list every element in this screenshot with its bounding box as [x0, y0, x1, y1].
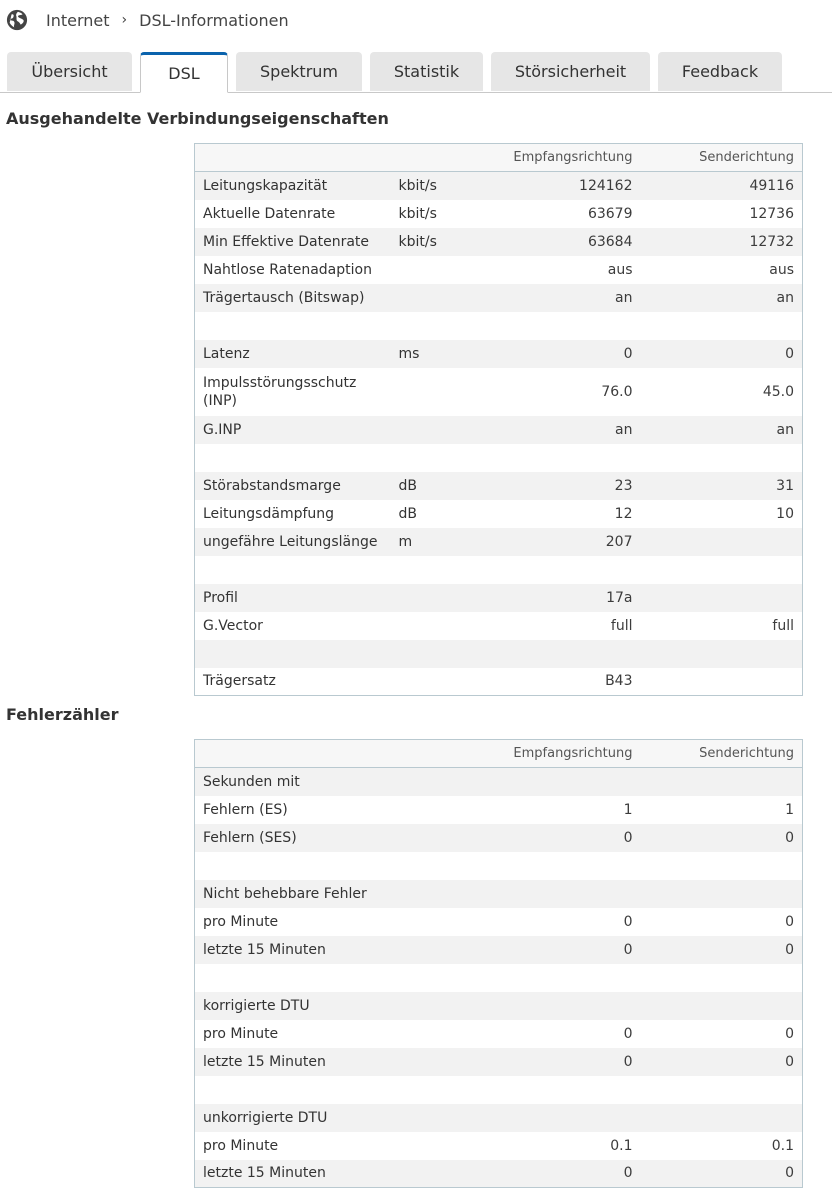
row-down-value: 0 [501, 1160, 641, 1188]
row-up-value: aus [641, 256, 803, 284]
row-label: Nahtlose Ratenadaption [195, 256, 391, 284]
spacer-row [195, 964, 803, 992]
table-row [195, 284, 803, 312]
tab-dsl[interactable]: DSL [140, 52, 228, 93]
header-label [195, 740, 501, 768]
row-down-value [501, 852, 641, 880]
row-down-value: 124162 [501, 172, 641, 200]
row-label: Aktuelle Datenrate [195, 200, 391, 228]
row-label: Latenz [195, 340, 391, 368]
table-row [195, 500, 803, 528]
row-down-value [501, 556, 641, 584]
row-down-value: 23 [501, 472, 641, 500]
row-unit: m [391, 528, 501, 556]
section-title-connection: Ausgehandelte Verbindungseigenschaften [6, 109, 389, 128]
row-unit: dB [391, 500, 501, 528]
row-down-value: 0 [501, 908, 641, 936]
row-label: Fehlern (ES) [195, 796, 501, 824]
row-unit [391, 444, 501, 472]
table-row [195, 908, 803, 936]
row-up-value: full [641, 612, 803, 640]
row-down-value [501, 444, 641, 472]
row-label [195, 312, 391, 340]
row-unit [391, 368, 501, 416]
row-label: Min Effektive Datenrate [195, 228, 391, 256]
row-down-value: 76.0 [501, 368, 641, 416]
row-up-value: 1 [641, 796, 803, 824]
table-row [195, 1160, 803, 1188]
row-down-value: 17a [501, 584, 641, 612]
row-down-value [501, 964, 641, 992]
table-row [195, 228, 803, 256]
row-label: letzte 15 Minuten [195, 1048, 501, 1076]
breadcrumb-internet-link[interactable]: Internet [46, 10, 110, 30]
row-up-value [641, 640, 803, 668]
row-unit [391, 256, 501, 284]
row-down-value: 0.1 [501, 1132, 641, 1160]
row-down-value: 0 [501, 824, 641, 852]
row-label: Trägersatz [195, 668, 391, 696]
section-title-errors: Fehlerzähler [6, 705, 119, 724]
row-down-value: full [501, 612, 641, 640]
header-down: Empfangsrichtung [501, 144, 641, 172]
row-down-value: an [501, 416, 641, 444]
table-row [195, 796, 803, 824]
table-row [195, 340, 803, 368]
table-row [195, 1104, 803, 1132]
connection-properties-table [194, 143, 803, 696]
row-unit [391, 584, 501, 612]
row-down-value [501, 992, 641, 1020]
table-header [195, 144, 803, 172]
table-row [195, 1048, 803, 1076]
tab-spektrum[interactable]: Spektrum [236, 52, 362, 91]
row-down-value: 0 [501, 936, 641, 964]
row-up-value: an [641, 416, 803, 444]
row-up-value [641, 852, 803, 880]
chevron-right-icon: › [121, 12, 128, 28]
row-up-value [641, 668, 803, 696]
row-up-value: 0 [641, 824, 803, 852]
table-row [195, 1132, 803, 1160]
row-unit: dB [391, 472, 501, 500]
row-label: unkorrigierte DTU [195, 1104, 501, 1132]
row-up-value [641, 964, 803, 992]
row-label: korrigierte DTU [195, 992, 501, 1020]
row-label [195, 964, 501, 992]
row-unit [391, 668, 501, 696]
table-row [195, 768, 803, 796]
row-up-value: 45.0 [641, 368, 803, 416]
table-row [195, 668, 803, 696]
table-row [195, 472, 803, 500]
spacer-row [195, 556, 803, 584]
table-row [195, 612, 803, 640]
row-up-value: 0 [641, 1020, 803, 1048]
tab-uebersicht[interactable]: Übersicht [7, 52, 132, 91]
row-up-value [641, 556, 803, 584]
row-down-value: 0 [501, 1020, 641, 1048]
row-up-value: an [641, 284, 803, 312]
header-down: Empfangsrichtung [501, 740, 641, 768]
row-up-value [641, 768, 803, 796]
globe-icon [6, 9, 28, 31]
row-label: pro Minute [195, 908, 501, 936]
row-down-value: B43 [501, 668, 641, 696]
row-down-value [501, 880, 641, 908]
row-up-value [641, 992, 803, 1020]
row-down-value: 0 [501, 340, 641, 368]
row-up-value: 0 [641, 936, 803, 964]
row-label [195, 1076, 501, 1104]
row-label: ungefähre Leitungslänge [195, 528, 391, 556]
spacer-row [195, 852, 803, 880]
row-down-value [501, 640, 641, 668]
row-label: Sekunden mit [195, 768, 501, 796]
tab-feedback[interactable]: Feedback [658, 52, 782, 91]
row-label: letzte 15 Minuten [195, 1160, 501, 1188]
row-down-value: 12 [501, 500, 641, 528]
row-label: pro Minute [195, 1020, 501, 1048]
table-row [195, 528, 803, 556]
breadcrumb-current: DSL-Informationen [139, 10, 289, 30]
spacer-row [195, 640, 803, 668]
table-row [195, 880, 803, 908]
row-label: Impulsstörungsschutz (INP) [195, 368, 391, 416]
row-up-value [641, 312, 803, 340]
row-up-value [641, 1076, 803, 1104]
row-up-value: 31 [641, 472, 803, 500]
row-down-value: 63679 [501, 200, 641, 228]
row-up-value [641, 1104, 803, 1132]
header-up: Senderichtung [641, 144, 803, 172]
row-label: Leitungsdämpfung [195, 500, 391, 528]
row-unit: ms [391, 340, 501, 368]
row-label: Profil [195, 584, 391, 612]
table-row [195, 824, 803, 852]
row-down-value: 1 [501, 796, 641, 824]
table-header [195, 740, 803, 768]
row-down-value: an [501, 284, 641, 312]
spacer-row [195, 312, 803, 340]
row-up-value [641, 880, 803, 908]
row-up-value: 12736 [641, 200, 803, 228]
row-down-value: 207 [501, 528, 641, 556]
table-row [195, 256, 803, 284]
row-label [195, 640, 391, 668]
table-row [195, 936, 803, 964]
row-label: G.INP [195, 416, 391, 444]
error-counter-table [194, 739, 803, 1188]
row-label: letzte 15 Minuten [195, 936, 501, 964]
row-unit [391, 640, 501, 668]
table-row [195, 416, 803, 444]
header-up: Senderichtung [641, 740, 803, 768]
header-unit [391, 144, 501, 172]
row-down-value [501, 312, 641, 340]
header-label [195, 144, 391, 172]
row-up-value: 0 [641, 1160, 803, 1188]
row-unit: kbit/s [391, 172, 501, 200]
row-down-value [501, 768, 641, 796]
table-row [195, 172, 803, 200]
table-row [195, 200, 803, 228]
row-unit [391, 416, 501, 444]
row-label: Nicht behebbare Fehler [195, 880, 501, 908]
row-label: G.Vector [195, 612, 391, 640]
row-unit [391, 312, 501, 340]
row-label: Fehlern (SES) [195, 824, 501, 852]
table-row [195, 1020, 803, 1048]
tab-stoersicherheit[interactable]: Störsicherheit [491, 52, 650, 91]
tab-bar [0, 52, 832, 93]
table-row [195, 584, 803, 612]
row-unit: kbit/s [391, 228, 501, 256]
row-down-value: aus [501, 256, 641, 284]
row-up-value: 0 [641, 1048, 803, 1076]
row-up-value: 10 [641, 500, 803, 528]
row-up-value [641, 584, 803, 612]
tab-statistik[interactable]: Statistik [370, 52, 483, 91]
row-down-value [501, 1076, 641, 1104]
row-up-value: 0 [641, 908, 803, 936]
row-label [195, 556, 391, 584]
row-up-value [641, 528, 803, 556]
row-up-value [641, 444, 803, 472]
row-unit [391, 612, 501, 640]
spacer-row [195, 444, 803, 472]
row-up-value: 0.1 [641, 1132, 803, 1160]
table-row [195, 992, 803, 1020]
row-label [195, 852, 501, 880]
spacer-row [195, 1076, 803, 1104]
row-label: Störabstandsmarge [195, 472, 391, 500]
row-up-value: 12732 [641, 228, 803, 256]
row-label: Trägertausch (Bitswap) [195, 284, 391, 312]
table-row [195, 368, 803, 416]
row-label [195, 444, 391, 472]
breadcrumb [6, 8, 289, 32]
row-unit [391, 556, 501, 584]
row-down-value: 63684 [501, 228, 641, 256]
row-label: pro Minute [195, 1132, 501, 1160]
row-unit [391, 284, 501, 312]
row-unit: kbit/s [391, 200, 501, 228]
row-down-value [501, 1104, 641, 1132]
row-up-value: 0 [641, 340, 803, 368]
row-label: Leitungskapazität [195, 172, 391, 200]
row-up-value: 49116 [641, 172, 803, 200]
row-down-value: 0 [501, 1048, 641, 1076]
